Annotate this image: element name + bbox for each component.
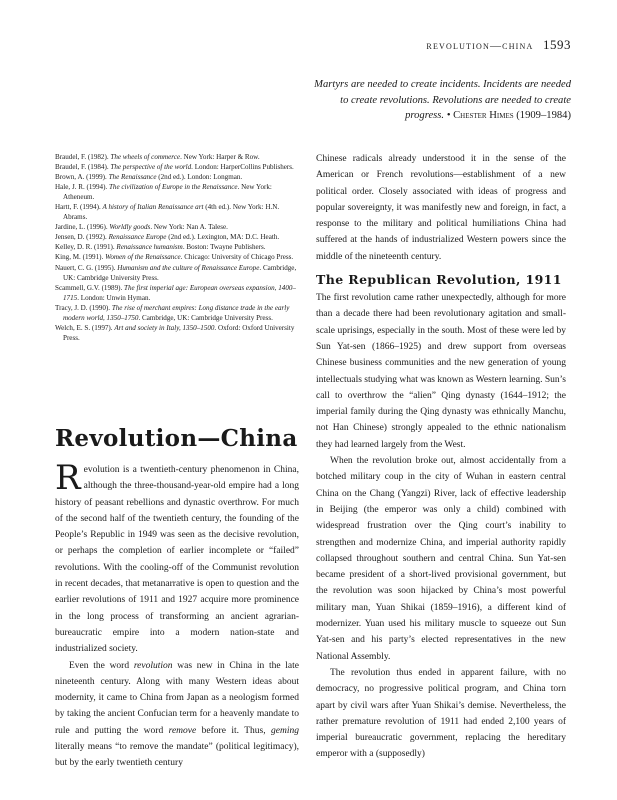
reference-author: Welch, E. S. (1997). [55,323,115,332]
reference-title: The Renaissance [108,173,157,182]
reference-entry [55,162,299,172]
paragraph: The revolution thus ended in apparent failure, with no democracy, no progressive political program, and China torn apart by civil wars after Yuan Shikai’s demise. Nevertheless, the rather premature revolution of 1911 had ended 2,100 years of imperial bureaucratic government, replacing the hereditary emperor with a (supposedly) [316,667,566,760]
reference-title: Humanism and the culture of Renaissance Europe [117,263,260,272]
reference-publisher: . London: HarperCollins Publishers. [191,163,294,172]
reference-entry [55,252,299,262]
reference-publisher: (2nd ed.). London: Longman. [156,173,243,182]
reference-entry [55,242,299,252]
emphasis: geming [271,725,299,736]
page-number: 1593 [543,37,571,52]
reference-entry [55,303,299,323]
reference-title: Renaissance humanism [116,243,183,252]
running-head-section: revolution—china [426,40,534,52]
reference-entry [55,182,299,202]
reference-title: The rise of merchant empires: Long distance trade in the early modern world, 1350–1750 [63,303,290,322]
reference-publisher: . New York: Harper & Row. [180,153,260,161]
paragraph-text: evolution is a twentieth-century phenomenon in China, although the three-thousand-year-old empire had a long history of peasant rebellions and dynastic overthrow. For much of the second half of the twentieth century, the founding of the People’s Republic in 1949 was seen as the decisive revolution, or perhaps the completion of earlier incomplete or “failed” revolutions. With the cooling-off of the Communist revolution in recent decades, that metanarrative is open to question and the earlier revolutions of 1911 and 1927 acquire more prominence in the long process of transforming an ancient agrarian-bureaucratic empire into a modern nation-state and industrialized society. [55,465,299,655]
reference-author: Nauert, C. G. (1995). [55,263,118,272]
reference-entry [55,152,299,162]
paragraph: Chinese radicals already understood it in the sense of the American or French revolutions—establishment of a new political order. Closely associated with ideas of progress and popular sovereignty, it was manifestly new and foreign, in fact, a response to the military and political humiliations China had suffered at the hands of industrialized Western powers since the middle of the nineteenth century. [316,154,566,262]
reference-author: King, M. (1991). [55,253,106,262]
reference-author: Jardine, L. (1996). [55,223,110,232]
reference-title: Renaissance Europe [108,233,167,242]
reference-author: Jensen, D. (1992). [55,233,109,242]
reference-entry [55,232,299,242]
right-column-body [316,151,566,763]
paragraph-text: before it. Thus, [196,725,272,736]
paragraph: The first revolution came rather unexpectedly, although for more than a decade there had been revolutionary agitation and small-scale uprisings, especially in the south. Most of these were led by Sun Yat-sen (1866–1925) and drew support from overseas Chinese business communities and the new generation of young intellectuals studying what was known as Western learning. Sun’s call to overthrow the “alien” Qing dynasty (1644–1912; the imperial family during the Qing dynasty was ethnically Manchu, not Han Chinese) strongly appealed to the ethnic nationalism they had learned largely from the West. [316,293,566,450]
drop-cap: R [55,458,81,498]
paragraph [55,658,299,772]
paragraph: When the revolution broke out, almost accidentally from a botched military coup in the city of Wuhan in eastern central China on the Chang (Yangzi) River, lack of effective leadership in Beijing (the emperor was only a child) combined with widespread frustration over the Qing court’s inability to strengthen and modernize China, and imperial authority rapidly collapsed throughout southern and central China. Sun Yat-sen became president of a short-lived provisional government, but the revolution was soon hijacked by China’s most powerful military man, Yuan Shikai (1859–1916), a different kind of modernizer. Yuan used his military muscle to squeeze out Sun Yat-sen and his party’s elected representatives in the new National Assembly. [316,456,566,662]
reference-author: Brown, A. (1999). [55,173,109,182]
reference-publisher: . New York: Atheneum. [63,183,272,202]
reference-title: The perspective of the world [110,163,192,172]
paragraph-text: literally means “to remove the mandate” (political legitimacy), but by the early twentieth century [55,742,299,769]
reference-author: Hale, J. R. (1994). [55,183,109,192]
epigraph-bullet: • [446,110,451,121]
reference-title: The wheels of commerce [110,153,181,161]
reference-entry [55,283,299,303]
reference-entry [55,202,299,222]
reference-entry [55,323,299,343]
reference-author: Braudel, F. (1982). [55,153,111,161]
reference-publisher: . Oxford: Oxford University Press. [63,323,295,342]
reference-title: The first imperial age: European overseas expansion, 1400–1715 [63,283,296,302]
reference-author: Braudel, F. (1984). [55,163,111,172]
epigraph-text: Martyrs are needed to create incidents. Incidents are needed to create revolutions. Revolutions are needed to create progress. [314,79,571,121]
reference-title: The civilization of Europe in the Renaissance [108,183,238,192]
reference-title: Women of the Renaissance [105,253,181,262]
reference-entry [55,222,299,232]
emphasis: revolution [133,660,173,671]
reference-publisher: . London: Unwin Hyman. [77,293,151,302]
reference-publisher: (4th ed.). New York: H.N. Abrams. [63,203,280,222]
reference-list [55,152,299,343]
reference-title: Art and society in Italy, 1350–1500 [114,323,215,332]
running-head [426,37,571,53]
article-title: Revolution—China [55,425,298,452]
reference-publisher: . New York: Nan A. Talese. [150,223,228,232]
epigraph-attribution: Chester Himes (1909–1984) [453,110,571,121]
reference-author: Tracy, J. D. (1990). [55,303,112,312]
reference-publisher: (2nd ed.). Lexington, MA: D.C. Heath. [166,233,280,242]
reference-publisher: . Cambridge, UK: Cambridge University Press. [138,313,273,322]
left-column-body [55,458,299,772]
reference-publisher: . Chicago: University of Chicago Press. [180,253,294,262]
reference-publisher: . Cambridge, UK: Cambridge University Press. [63,263,297,282]
epigraph [311,77,571,124]
reference-author: Hartt, F. (1994). [55,203,103,212]
paragraph [55,458,299,658]
reference-title: Worldly goods [109,223,151,232]
reference-entry [55,172,299,182]
section-heading: The Republican Revolution, 1911 [316,272,562,288]
paragraph-text: Even the word [69,660,134,671]
reference-entry [55,263,299,283]
paragraph-text: was new in China in the late nineteenth century. Along with many Western ideas about modernity, it came to China from Japan as a neologism formed by taking the ancient Confucian term for a heavenly mandate to rule and putting the word [55,660,299,736]
reference-publisher: . Boston: Twayne Publishers. [182,243,266,252]
reference-author: Kelley, D. R. (1991). [55,243,117,252]
reference-author: Scammell, G.V. (1989). [55,283,125,292]
emphasis: remove [168,725,197,736]
reference-title: A history of Italian Renaissance art [102,203,204,212]
